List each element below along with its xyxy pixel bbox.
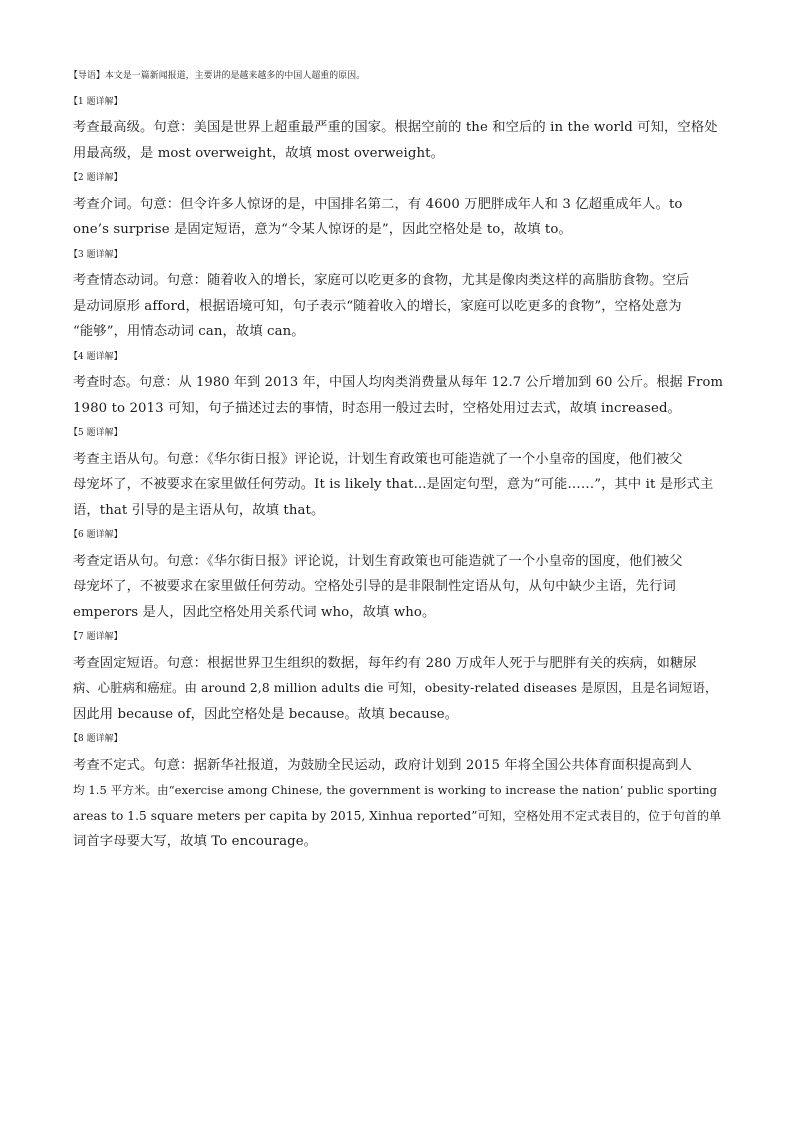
section-6-line-3: emperors 是人，因此空格处用关系代词 who，故填 who。 [73, 604, 436, 620]
section-3-line-3: “能够”，用情态动词 can，故填 can。 [73, 324, 305, 339]
section-6-line-2: 母宠坏了，不被要求在家里做任何劳动。空格处引导的是非限制性定语从句，从句中缺少主语，先行词 [73, 579, 676, 594]
section-1-heading: 【1 题详解】 [69, 96, 123, 107]
section-8-heading: 【8 题详解】 [69, 734, 123, 744]
section-6-line-1: 考查定语从句。句意：《华尔街日报》评论说，计划生育政策也可能造就了一个小皇帝的国度，他们被父 [73, 553, 683, 569]
section-5-line-1: 考查主语从句。句意：《华尔街日报》评论说，计划生育政策也可能造就了一个小皇帝的国度，他们被父 [73, 451, 683, 467]
section-7-line-2: 病、心脏病和癌症。由 around 2,8 million adults die 可知，obesity-related diseases 是原因，且是名词短语， [73, 681, 718, 695]
section-4-heading: 【4 题详解】 [69, 351, 123, 362]
section-3-heading: 【3 题详解】 [69, 249, 123, 260]
section-8-line-4: 词首字母要大写，故填 To encourage。 [73, 834, 318, 849]
section-8-line-1: 考查不定式。句意：据新华社报道，为鼓励全民运动，政府计划到 2015 年将全国公共体育面积提高到人 [73, 757, 692, 773]
section-7-line-3: 因此用 because of，因此空格处是 because。故填 because。 [73, 706, 459, 722]
section-7-line-1: 考查固定短语。句意：根据世界卫生组织的数据，每年约有 280 万成年人死于与肥胖有关的疾病，如糖尿 [73, 655, 697, 671]
section-4-line-1: 考查时态。句意：从 1980 年到 2013 年，中国人均肉类消费量从每年 12.7 公斤增加到 60 公斤。根据 From [73, 375, 724, 390]
document-body [69, 64, 724, 855]
section-2-line-1: 考查介词。句意：但令许多人惊讶的是，中国排名第二，有 4600 万肥胖成年人和 3 亿超重成年人。to [73, 196, 683, 212]
section-2-heading: 【2 题详解】 [69, 173, 123, 183]
section-5-line-2: 母宠坏了，不被要求在家里做任何劳动。It is likely that...是固定句型，意为“可能……”，其中 it 是形式主 [73, 477, 714, 492]
section-7-heading: 【7 题详解】 [69, 632, 123, 642]
section-8-line-3: areas to 1.5 square meters per capita by 2015, Xinhua reported”可知，空格处用不定式表目的，位于句首的单 [73, 808, 722, 823]
section-4-line-2: 1980 to 2013 可知，句子描述过去的事情，时态用一般过去时，空格处用过去式，故填 increased。 [73, 400, 681, 416]
section-6-heading: 【6 题详解】 [69, 530, 123, 540]
section-8-line-2: 均 1.5 平方米。由“exercise among Chinese, the government is working to increase the nation’ public sporting [73, 783, 718, 797]
intro-text: 【导语】本文是一篇新闻报道，主要讲的是越来越多的中国人超重的原因。 [69, 71, 366, 81]
section-1-line-1: 考查最高级。句意：美国是世界上超重最严重的国家。根据空前的 the 和空后的 in the world 可知，空格处 [73, 120, 718, 135]
section-2-line-2: one’s surprise 是固定短语，意为“令某人惊讶的是”，因此空格处是 to，故填 to。 [73, 222, 572, 237]
section-5-line-3: 语，that 引导的是主语从句，故填 that。 [73, 502, 325, 518]
section-3-line-2: 是动词原形 afford，根据语境可知，句子表示“随着收入的增长，家庭可以吃更多的食物”，空格处意为 [73, 298, 682, 314]
section-1-line-2: 用最高级，是 most overweight，故填 most overweight。 [73, 145, 444, 161]
section-5-heading: 【5 题详解】 [69, 428, 123, 438]
section-3-line-1: 考查情态动词。句意：随着收入的增长，家庭可以吃更多的食物，尤其是像肉类这样的高脂肪食物。空后 [73, 273, 690, 288]
